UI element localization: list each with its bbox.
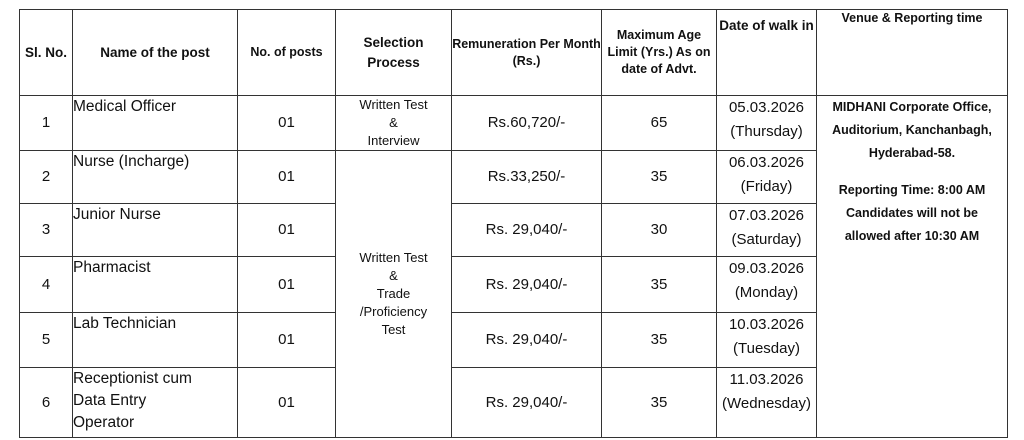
post-name-cell: Receptionist cum Data Entry Operator: [73, 368, 238, 438]
sl-cell: 1: [20, 96, 73, 151]
pay-cell: Rs. 29,040/-: [452, 204, 602, 257]
post-name-cell: Junior Nurse: [73, 204, 238, 257]
selection-process-cell: Written Test & Trade /Proficiency Test: [336, 151, 452, 438]
date-text: 10.03.2026: [728, 316, 805, 333]
day-text: (Thursday): [730, 123, 803, 140]
reporting-time: Reporting Time: 8:00 AM Candidates will not be allowed after 10:30 AM: [838, 183, 986, 243]
header-date: Date of walk in: [717, 10, 817, 96]
posts-cell: 01: [238, 257, 336, 313]
date-cell: [717, 204, 817, 257]
date-cell: [717, 368, 817, 438]
day-text: (Monday): [734, 284, 799, 301]
pay-cell: Rs. 29,040/-: [452, 257, 602, 313]
venue-address: MIDHANI Corporate Office, Auditorium, Kanchanbagh, Hyderabad-58.: [832, 100, 992, 160]
date-cell: [717, 257, 817, 313]
date-cell: [717, 313, 817, 368]
date-text: 07.03.2026: [728, 207, 805, 224]
header-remuneration: Remuneration Per Month (Rs.): [452, 10, 602, 96]
posts-cell: 01: [238, 313, 336, 368]
age-cell: 35: [602, 151, 717, 204]
day-text: (Wednesday): [722, 395, 811, 412]
posts-cell: 01: [238, 96, 336, 151]
pay-cell: Rs.60,720/-: [452, 96, 602, 151]
sl-cell: 6: [20, 368, 73, 438]
sl-cell: 5: [20, 313, 73, 368]
header-age-limit: Maximum Age Limit (Yrs.) As on date of Advt.: [602, 10, 717, 96]
date-text: 11.03.2026: [729, 371, 804, 388]
age-cell: 65: [602, 96, 717, 151]
sl-cell: 4: [20, 257, 73, 313]
day-text: (Tuesday): [733, 340, 800, 357]
post-name-cell: Medical Officer: [73, 96, 238, 151]
date-cell: [717, 151, 817, 204]
date-text: 06.03.2026: [728, 154, 805, 171]
posts-cell: 01: [238, 368, 336, 438]
date-text: 05.03.2026: [728, 99, 805, 116]
sl-cell: 3: [20, 204, 73, 257]
sl-cell: 2: [20, 151, 73, 204]
post-name-cell: Pharmacist: [73, 257, 238, 313]
age-cell: 35: [602, 257, 717, 313]
pay-cell: Rs. 29,040/-: [452, 368, 602, 438]
posts-cell: 01: [238, 151, 336, 204]
header-posts: No. of posts: [238, 10, 336, 96]
selection-process-cell: Written Test & Interview: [336, 96, 452, 151]
age-cell: 35: [602, 313, 717, 368]
post-name-cell: Nurse (Incharge): [73, 151, 238, 204]
header-row: [20, 10, 1008, 96]
age-cell: 35: [602, 368, 717, 438]
header-name: Name of the post: [73, 10, 238, 96]
day-text: (Saturday): [731, 231, 802, 248]
recruitment-table: [19, 9, 1008, 438]
header-sl-no: Sl. No.: [20, 10, 73, 96]
posts-cell: 01: [238, 204, 336, 257]
date-cell: [717, 96, 817, 151]
venue-cell: [817, 96, 1008, 438]
age-cell: 30: [602, 204, 717, 257]
header-venue: Venue & Reporting time: [817, 10, 1008, 96]
header-selection: Selection Process: [336, 10, 452, 96]
table-row: [20, 96, 1008, 151]
pay-cell: Rs.33,250/-: [452, 151, 602, 204]
date-text: 09.03.2026: [728, 260, 805, 277]
pay-cell: Rs. 29,040/-: [452, 313, 602, 368]
day-text: (Friday): [740, 178, 793, 195]
post-name-cell: Lab Technician: [73, 313, 238, 368]
